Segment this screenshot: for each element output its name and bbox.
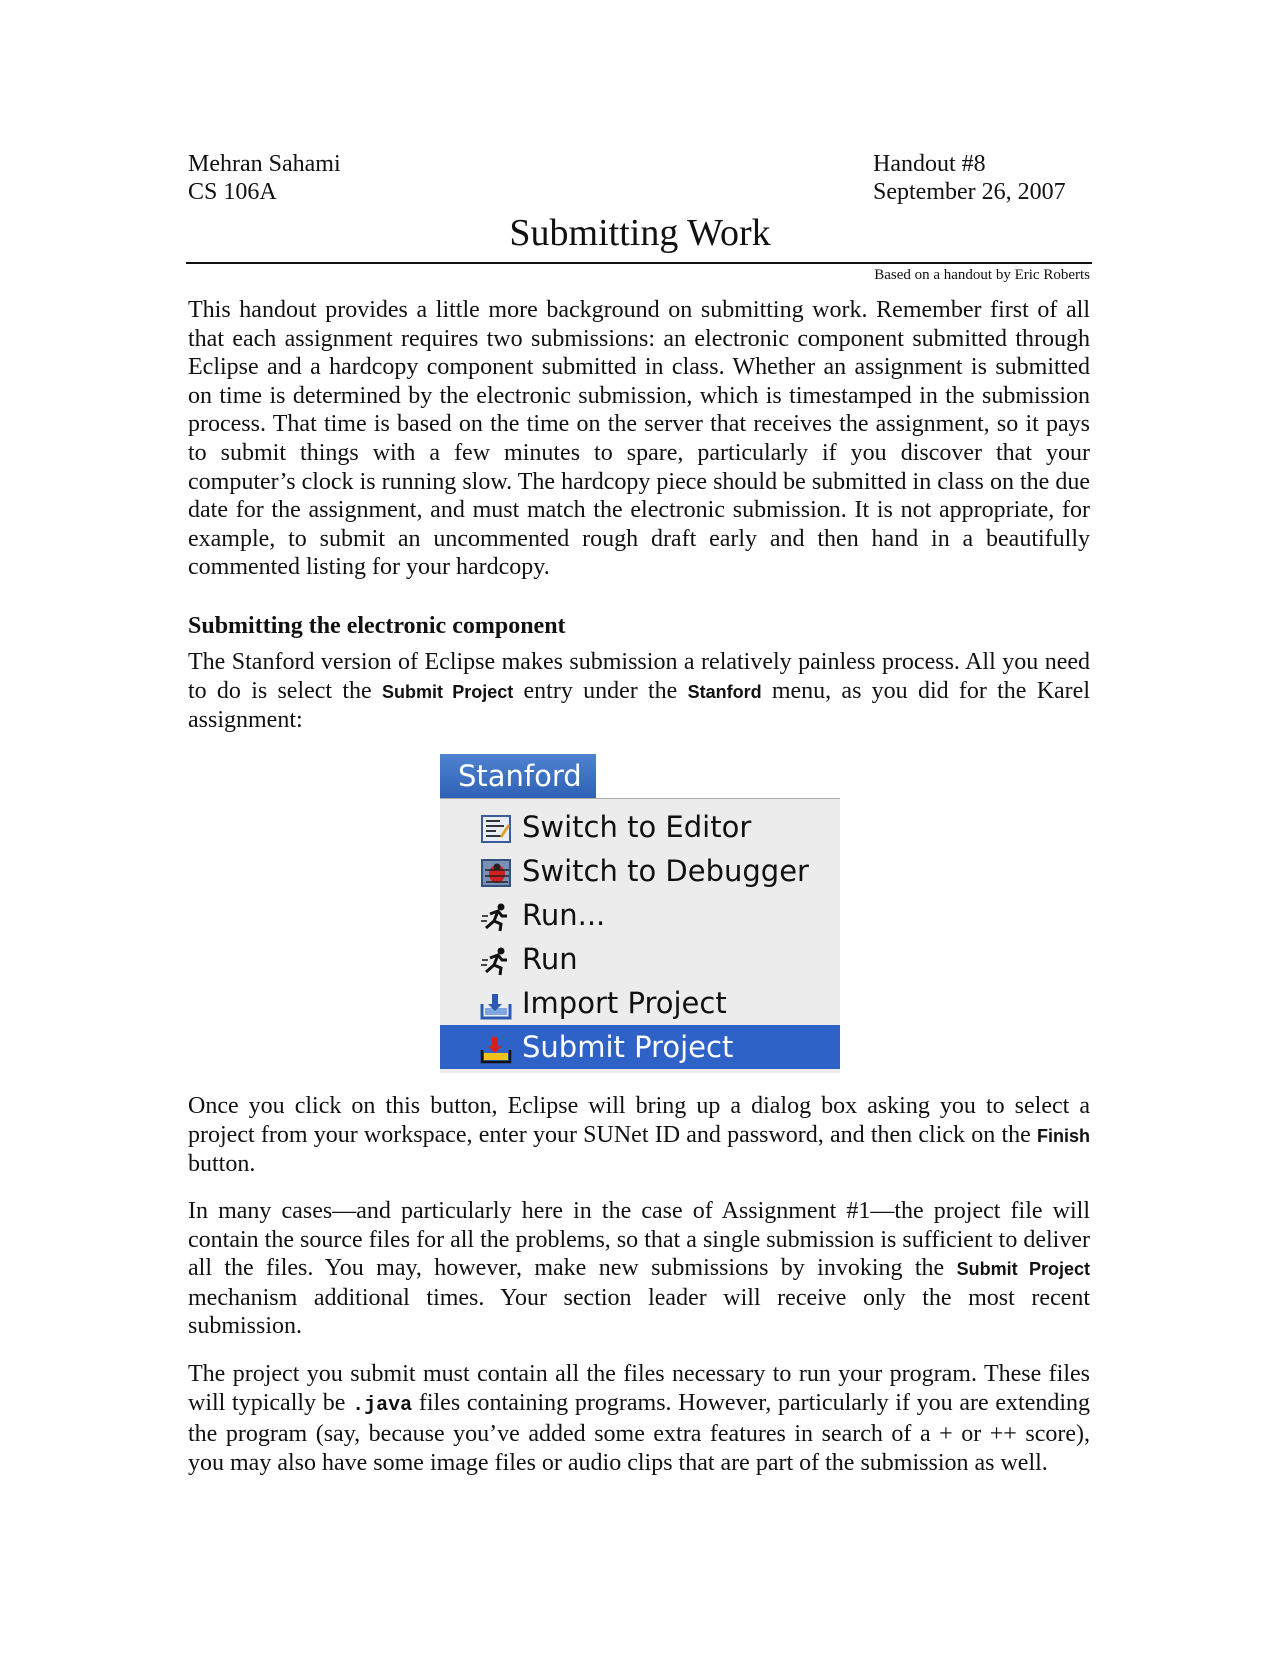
running-man-icon bbox=[480, 944, 512, 974]
eclipse-paragraph bbox=[188, 648, 1090, 735]
menu-item-label: Switch to Debugger bbox=[522, 854, 809, 888]
title-rule bbox=[186, 262, 1092, 264]
debugger-bug-icon bbox=[480, 856, 512, 886]
files-paragraph bbox=[188, 1360, 1090, 1477]
resubmission-paragraph bbox=[188, 1197, 1090, 1341]
menu-item-label: Switch to Editor bbox=[522, 810, 752, 844]
menu-item-label: Submit Project bbox=[522, 1030, 734, 1064]
text-run: Once you click on this button, Eclipse will bring up a dialog box asking you to select a project from your workspace, enter your SUNet ID and password, and then click on the bbox=[188, 1093, 1090, 1148]
handout-number: Handout #8 bbox=[873, 151, 986, 177]
text-run: menu, as you did for the Karel assignment: bbox=[188, 677, 1090, 734]
menu-item-switch-to-editor[interactable] bbox=[440, 805, 840, 849]
editor-icon bbox=[480, 812, 512, 842]
course-code: CS 106A bbox=[188, 179, 277, 205]
menu-item-run-dialog[interactable] bbox=[440, 893, 840, 937]
author-name: Mehran Sahami bbox=[188, 151, 341, 177]
ui-term-submit-project: Submit Project bbox=[956, 1259, 1090, 1280]
menu-item-label: Run bbox=[522, 942, 578, 976]
ui-term-stanford: Stanford bbox=[687, 681, 762, 702]
stanford-menu-screenshot bbox=[440, 754, 840, 1073]
text-run: files containing programs. However, particularly if you are extending the program (say, because you’ve added some extra features in search of a + or ++ score), you may also have some image files or audio clips that are part of the submission as well. bbox=[188, 1389, 1091, 1476]
credit-line: Based on a handout by Eric Roberts bbox=[874, 267, 1090, 283]
text-run: In many cases—and particularly here in the case of Assignment #1—the project file will contain the source files for all the problems, so that a single submission is sufficient to deliver all the files. You may, however, make new submissions by invoking the bbox=[188, 1198, 1090, 1282]
menu-item-label: Run... bbox=[522, 898, 606, 932]
text-run: mechanism additional times. Your section leader will receive only the most recent submission. bbox=[188, 1284, 1090, 1340]
running-man-icon bbox=[480, 900, 512, 930]
menu-item-run[interactable] bbox=[440, 937, 840, 981]
menu-item-submit-project[interactable] bbox=[440, 1025, 840, 1069]
text-run: The project you submit must contain all the files necessary to run your program. These files will typically be bbox=[188, 1361, 1090, 1416]
page-title: Submitting Work bbox=[509, 212, 771, 254]
menu-title-stanford[interactable]: Stanford bbox=[440, 754, 596, 798]
intro-paragraph: This handout provides a little more background on submitting work. Remember first of all that each assignment requires two submissions: an electronic component submitted through Eclipse and a hardcopy component submitted in class. Whether an assignment is submitted on time is determined by the electronic submission, which is timestamped in the submission process. That time is based on the time on the server that receives the assignment, so it pays to submit things with a few minutes to spare, particularly if you discover that your computer’s clock is running slow. The hardcopy piece should be submitted in class on the due date for the assignment, and must match the electronic submission. It is not appropriate, for example, to submit an uncommented rough draft early and then hand in a beautifully commented listing for your hardcopy. bbox=[188, 297, 1090, 581]
text-run: The Stanford version of Eclipse makes submission a relatively painless process. All you need to do is select the bbox=[188, 649, 1090, 704]
text-run: entry under the bbox=[513, 677, 688, 704]
menu-panel bbox=[440, 798, 840, 1073]
handout-date: September 26, 2007 bbox=[873, 179, 1066, 205]
section-heading: Submitting the electronic component bbox=[188, 613, 566, 639]
menu-item-import-project[interactable] bbox=[440, 981, 840, 1025]
import-tray-icon bbox=[480, 988, 512, 1018]
menu-item-label: Import Project bbox=[522, 986, 727, 1020]
ui-term-finish: Finish bbox=[1037, 1125, 1090, 1146]
ui-term-submit-project: Submit Project bbox=[381, 681, 514, 702]
code-term-java: .java bbox=[352, 1393, 413, 1417]
text-run: button. bbox=[188, 1151, 256, 1178]
menu-item-switch-to-debugger[interactable] bbox=[440, 849, 840, 893]
submit-tray-icon bbox=[480, 1032, 512, 1062]
dialog-paragraph bbox=[188, 1092, 1090, 1179]
